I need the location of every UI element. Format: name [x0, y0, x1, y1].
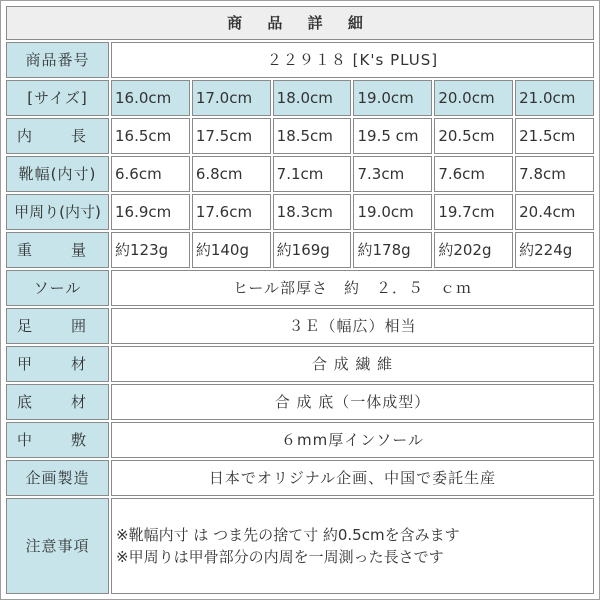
notes-content [111, 498, 594, 594]
product-number-row [6, 42, 594, 78]
notes-row [6, 498, 594, 594]
product-number-value: ２２９１８ [K's PLUS] [111, 42, 594, 78]
notes-label: 注意事項 [6, 498, 109, 594]
insole-label: 中 敷 [6, 422, 109, 458]
insole-value: ６mm厚インソール [111, 422, 594, 458]
instep-girth-cell: 20.4cm [515, 194, 594, 230]
sole-value: ヒール部厚さ 約 ２．５ ｃｍ [111, 270, 594, 306]
weight-cell: 約140g [192, 232, 271, 268]
size-cell: 17.0cm [192, 80, 271, 116]
foot-girth-row [6, 308, 594, 344]
manufacturing-row [6, 460, 594, 496]
note-line: ※甲周りは甲骨部分の内周を一周測った長さです [116, 548, 444, 566]
sole-label: ソール [6, 270, 109, 306]
instep-girth-cell: 17.6cm [192, 194, 271, 230]
size-cell: 19.0cm [353, 80, 432, 116]
inner-length-cell: 16.5cm [111, 118, 190, 154]
size-row [6, 80, 594, 116]
weight-row [6, 232, 594, 268]
shoe-width-cell: 7.3cm [353, 156, 432, 192]
inner-length-row [6, 118, 594, 154]
shoe-width-cell: 7.8cm [515, 156, 594, 192]
product-spec-table [4, 4, 596, 596]
sole-material-row [6, 384, 594, 420]
instep-girth-cell: 19.7cm [434, 194, 513, 230]
size-cell: 16.0cm [111, 80, 190, 116]
inner-length-label: 内 長 [6, 118, 109, 154]
upper-material-label: 甲 材 [6, 346, 109, 382]
shoe-width-cell: 6.6cm [111, 156, 190, 192]
weight-cell: 約169g [273, 232, 352, 268]
weight-cell: 約202g [434, 232, 513, 268]
size-label: [サイズ] [6, 80, 109, 116]
shoe-width-cell: 6.8cm [192, 156, 271, 192]
shoe-width-row [6, 156, 594, 192]
weight-cell: 約123g [111, 232, 190, 268]
weight-cell: 約224g [515, 232, 594, 268]
note-line: ※靴幅内寸 は つま先の捨て寸 約0.5cmを含みます [116, 526, 460, 544]
instep-girth-row [6, 194, 594, 230]
size-cell: 21.0cm [515, 80, 594, 116]
sole-row [6, 270, 594, 306]
inner-length-cell: 20.5cm [434, 118, 513, 154]
foot-girth-value: ３Ｅ（幅広）相当 [111, 308, 594, 344]
shoe-width-cell: 7.1cm [273, 156, 352, 192]
inner-length-cell: 18.5cm [273, 118, 352, 154]
inner-length-cell: 19.5 cm [353, 118, 432, 154]
weight-cell: 約178g [353, 232, 432, 268]
weight-label: 重 量 [6, 232, 109, 268]
title-row [6, 6, 594, 40]
inner-length-cell: 17.5cm [192, 118, 271, 154]
manufacturing-value: 日本でオリジナル企画、中国で委託生産 [111, 460, 594, 496]
instep-girth-cell: 19.0cm [353, 194, 432, 230]
upper-material-row [6, 346, 594, 382]
upper-material-value: 合 成 繊 維 [111, 346, 594, 382]
size-cell: 20.0cm [434, 80, 513, 116]
insole-row [6, 422, 594, 458]
product-number-label: 商品番号 [6, 42, 109, 78]
instep-girth-cell: 16.9cm [111, 194, 190, 230]
shoe-width-label: 靴幅(内寸) [6, 156, 109, 192]
sole-material-label: 底 材 [6, 384, 109, 420]
size-cell: 18.0cm [273, 80, 352, 116]
manufacturing-label: 企画製造 [6, 460, 109, 496]
shoe-width-cell: 7.6cm [434, 156, 513, 192]
instep-girth-cell: 18.3cm [273, 194, 352, 230]
instep-girth-label: 甲周り(内寸) [6, 194, 109, 230]
inner-length-cell: 21.5cm [515, 118, 594, 154]
foot-girth-label: 足 囲 [6, 308, 109, 344]
table-title: 商 品 詳 細 [6, 6, 594, 40]
sole-material-value: 合 成 底（一体成型） [111, 384, 594, 420]
